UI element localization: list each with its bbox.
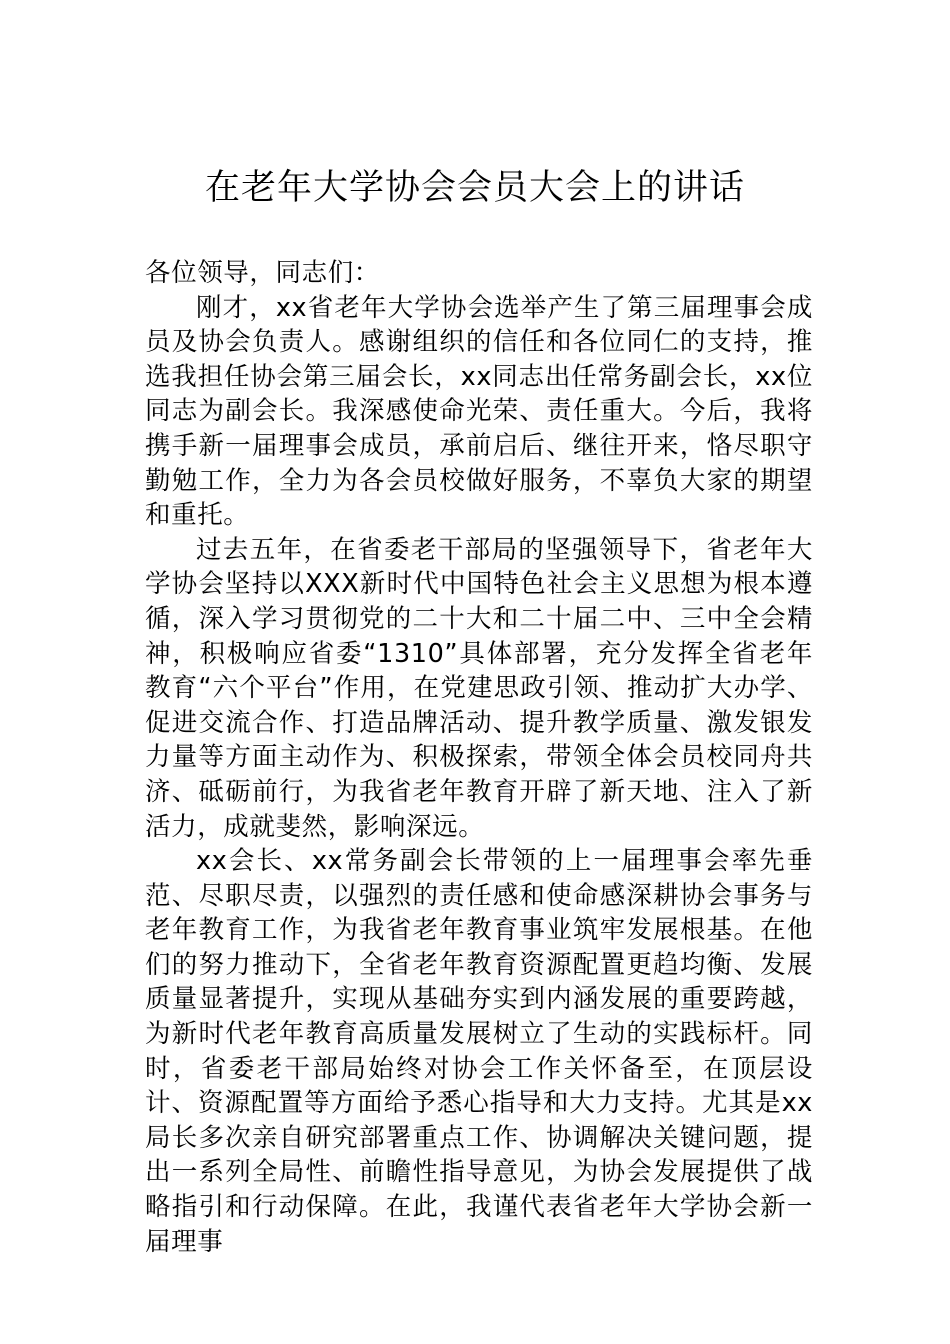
- document-title: 在老年大学协会会员大会上的讲话: [204, 168, 745, 208]
- document-body: [145, 256, 813, 1259]
- paragraph-1: 刚才，xx省老年大学协会选举产生了第三届理事会成员及协会负责人。感谢组织的信任和各位同仁的支持，推选我担任协会第三届会长，xx同志出任常务副会长，xx位同志为副会长。我深感使命光荣、责任重大。今后，我将携手新一届理事会成员，承前启后、继往开来，恪尽职守勤勉工作，全力为各会员校做好服务，不辜负大家的期望和重托。: [145, 292, 813, 531]
- paragraph-3: xx会长、xx常务副会长带领的上一届理事会率先垂范、尽职尽责，以强烈的责任感和使命感深耕协会事务与老年教育工作，为我省老年教育事业筑牢发展根基。在他们的努力推动下，全省老年教育资源配置更趋均衡、发展质量显著提升，实现从基础夯实到内涵发展的重要跨越，为新时代老年教育高质量发展树立了生动的实践标杆。同时，省委老干部局始终对协会工作关怀备至，在顶层设计、资源配置等方面给予悉心指导和大力支持。尤其是xx局长多次亲自研究部署重点工作、协调解决关键问题，提出一系列全局性、前瞻性指导意见，为协会发展提供了战略指引和行动保障。在此，我谨代表省老年大学协会新一届理事: [145, 846, 813, 1257]
- paragraph-2: 过去五年，在省委老干部局的坚强领导下，省老年大学协会坚持以XXX新时代中国特色社会主义思想为根本遵循，深入学习贯彻党的二十大和二十届二中、三中全会精神，积极响应省委“1310”具体部署，充分发挥全省老年教育“六个平台”作用，在党建思政引领、推动扩大办学、促进交流合作、打造品牌活动、提升教学质量、激发银发力量等方面主动作为、积极探索，带领全体会员校同舟共济、砥砺前行，为我省老年教育开辟了新天地、注入了新活力，成就斐然，影响深远。: [145, 534, 813, 842]
- salutation: 各位领导，同志们：: [145, 258, 380, 288]
